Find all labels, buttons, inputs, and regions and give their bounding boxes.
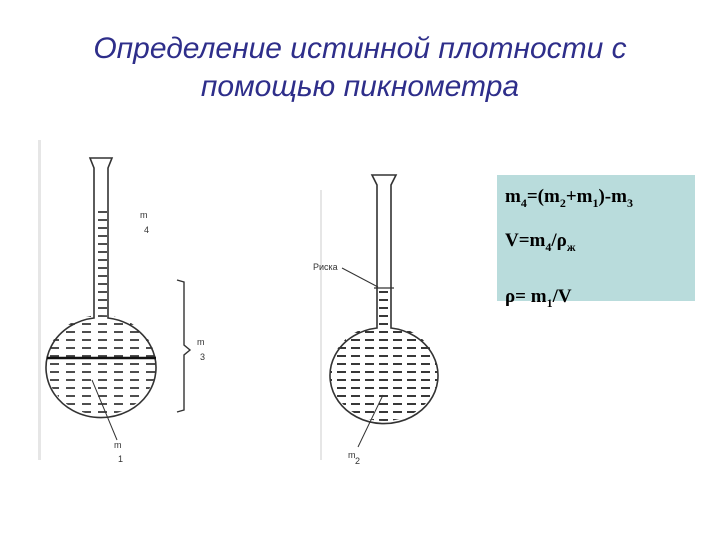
neck-liquid-right (377, 288, 391, 328)
label-m4-sub: 4 (144, 225, 150, 235)
bulb-liquid-right (328, 322, 440, 426)
pycnometer-left (38, 140, 205, 464)
label-m4: m (140, 210, 148, 220)
title-line-1: Определение истинной плотности с (93, 32, 627, 65)
title-line-2: помощью пикнометра (200, 70, 520, 103)
label-m2-sub: 2 (355, 456, 361, 466)
label-m3: m (197, 337, 205, 347)
label-m3-sub: 3 (200, 352, 206, 362)
pycnometer-right (313, 175, 440, 466)
bulb-liquid-left (44, 312, 160, 422)
brace-m3 (177, 280, 190, 412)
neck-liquid-left (94, 205, 108, 315)
formula-volume: $V=m_4/\rho_ж$ (505, 230, 576, 254)
formula-density: $\rho= m_1/V$ (505, 286, 572, 310)
formula-m4: $m_4=(m_2+m_1)-m_3$ (505, 186, 633, 210)
label-mark: Риска (313, 262, 338, 272)
label-m1-sub: 1 (118, 454, 124, 464)
pointer-mark (342, 268, 378, 287)
label-m2: m (348, 450, 356, 460)
label-m1: m (114, 440, 122, 450)
